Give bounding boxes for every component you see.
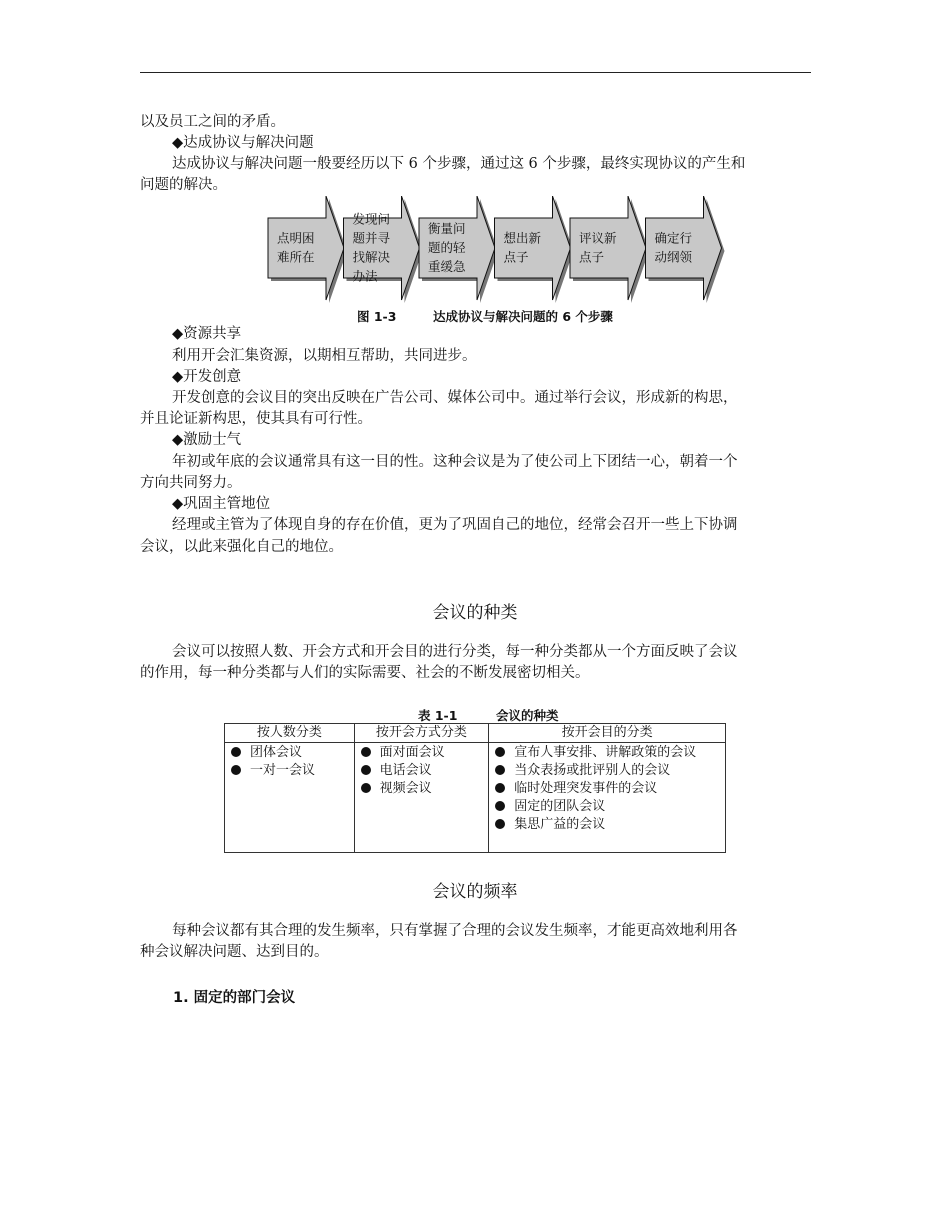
section-title: 会议的频率 [432,882,518,902]
table-cell-by-size [225,743,355,853]
paragraph-line: 并且论证新构思，使其具有可行性。 [140,411,372,427]
table-header-row [225,724,726,743]
bullet-icon [495,765,505,775]
flow-step [495,196,574,303]
bullet-heading: ◆巩固主管地位 [172,496,271,512]
flow-step-label: 找解决 [352,249,391,265]
flow-step-label: 评议新 [579,230,617,246]
bullet-icon [231,765,241,775]
flow-step-label: 题并寻 [352,230,391,246]
flow-step-label: 点子 [503,249,529,265]
paragraph-line: 问题的解决。 [140,177,227,193]
flow-step [646,196,725,303]
paragraph-line: 开发创意的会议目的突出反映在广告公司、媒体公司中。通过举行会议，形成新的构思， [172,390,738,406]
bullet-icon [495,801,505,811]
table-header: 按人数分类 [225,724,355,743]
figure-number: 图 1-3 [357,309,397,324]
bullet-heading: ◆激励士气 [172,432,242,448]
flow-step [419,196,498,303]
flow-step-label: 想出新 [503,230,542,246]
text-line: 以及员工之间的矛盾。 [140,114,285,130]
list-item: 宣布人事安排、讲解政策的会议 [495,744,719,762]
list-item: 集思广益的会议 [495,816,719,834]
paragraph-line: 达成协议与解决问题一般要经历以下 6 个步骤，通过这 6 个步骤，最终实现协议的产生和 [172,156,746,172]
bullet-heading: ◆开发创意 [172,369,242,385]
flow-step-label: 难所在 [277,249,315,265]
bullet-icon [495,819,505,829]
table-caption: 会议的种类 [496,708,559,723]
subsection-heading: 1. 固定的部门会议 [173,990,296,1006]
flow-step-label: 发现问 [352,211,391,227]
bullet-icon [231,747,241,757]
flow-step-label: 点明困 [277,230,315,246]
bullet-icon [495,747,505,757]
flow-step-label: 点子 [579,249,605,265]
table-cell-by-purpose [489,743,726,853]
flow-step-label: 衡量问 [428,221,466,236]
bullet-heading: ◆达成协议与解决问题 [172,135,314,151]
list-item: 一对一会议 [231,762,348,780]
paragraph-line: 会议，以此来强化自己的地位。 [140,539,343,555]
flow-step-label: 重缓急 [428,259,466,274]
list-item: 团体会议 [231,744,348,762]
figure-caption: 达成协议与解决问题的 6 个步骤 [433,309,613,324]
flow-step [344,196,423,303]
flow-step-label: 办法 [352,268,378,284]
table-header: 按开会目的分类 [489,724,726,743]
table-cell-by-method [354,743,489,853]
paragraph-line: 利用开会汇集资源，以期相互帮助，共同进步。 [172,348,477,364]
bullet-icon [495,783,505,793]
paragraph-line: 方向共同努力。 [140,475,242,491]
bullet-icon [361,783,371,793]
header-rule [140,72,811,73]
table-row [225,743,726,853]
meeting-kinds-table [224,723,726,853]
paragraph-line: 种会议解决问题、达到目的。 [140,944,329,960]
flow-step [268,196,347,303]
flow-step [570,196,649,303]
paragraph-line: 每种会议都有其合理的发生频率，只有掌握了合理的会议发生频率，才能更高效地利用各 [172,923,738,939]
paragraph-line: 会议可以按照人数、开会方式和开会目的进行分类，每一种分类都从一个方面反映了会议 [172,644,738,660]
paragraph-line: 年初或年底的会议通常具有这一目的性。这种会议是为了使公司上下团结一心，朝着一个 [172,454,738,470]
list-item: 当众表扬或批评别人的会议 [495,762,719,780]
list-item: 临时处理突发事件的会议 [495,780,719,798]
list-item: 面对面会议 [361,744,483,762]
list-item: 固定的团队会议 [495,798,719,816]
bullet-icon [361,747,371,757]
flow-step-label: 题的轻 [428,240,466,255]
table-header: 按开会方式分类 [354,724,489,743]
flow-step-label: 动纲领 [654,249,693,265]
paragraph-line: 经理或主管为了体现自身的存在价值，更为了巩固自己的地位，经常会召开一些上下协调 [172,517,738,533]
list-item: 视频会议 [361,780,483,798]
bullet-heading: ◆资源共享 [172,326,242,342]
section-title: 会议的种类 [432,603,518,623]
process-flow-diagram [265,196,725,304]
bullet-icon [361,765,371,775]
paragraph-line: 的作用，每一种分类都与人们的实际需要、社会的不断发展密切相关。 [140,665,590,681]
flow-step-label: 确定行 [654,230,693,246]
list-item: 电话会议 [361,762,483,780]
table-number: 表 1-1 [418,708,458,723]
